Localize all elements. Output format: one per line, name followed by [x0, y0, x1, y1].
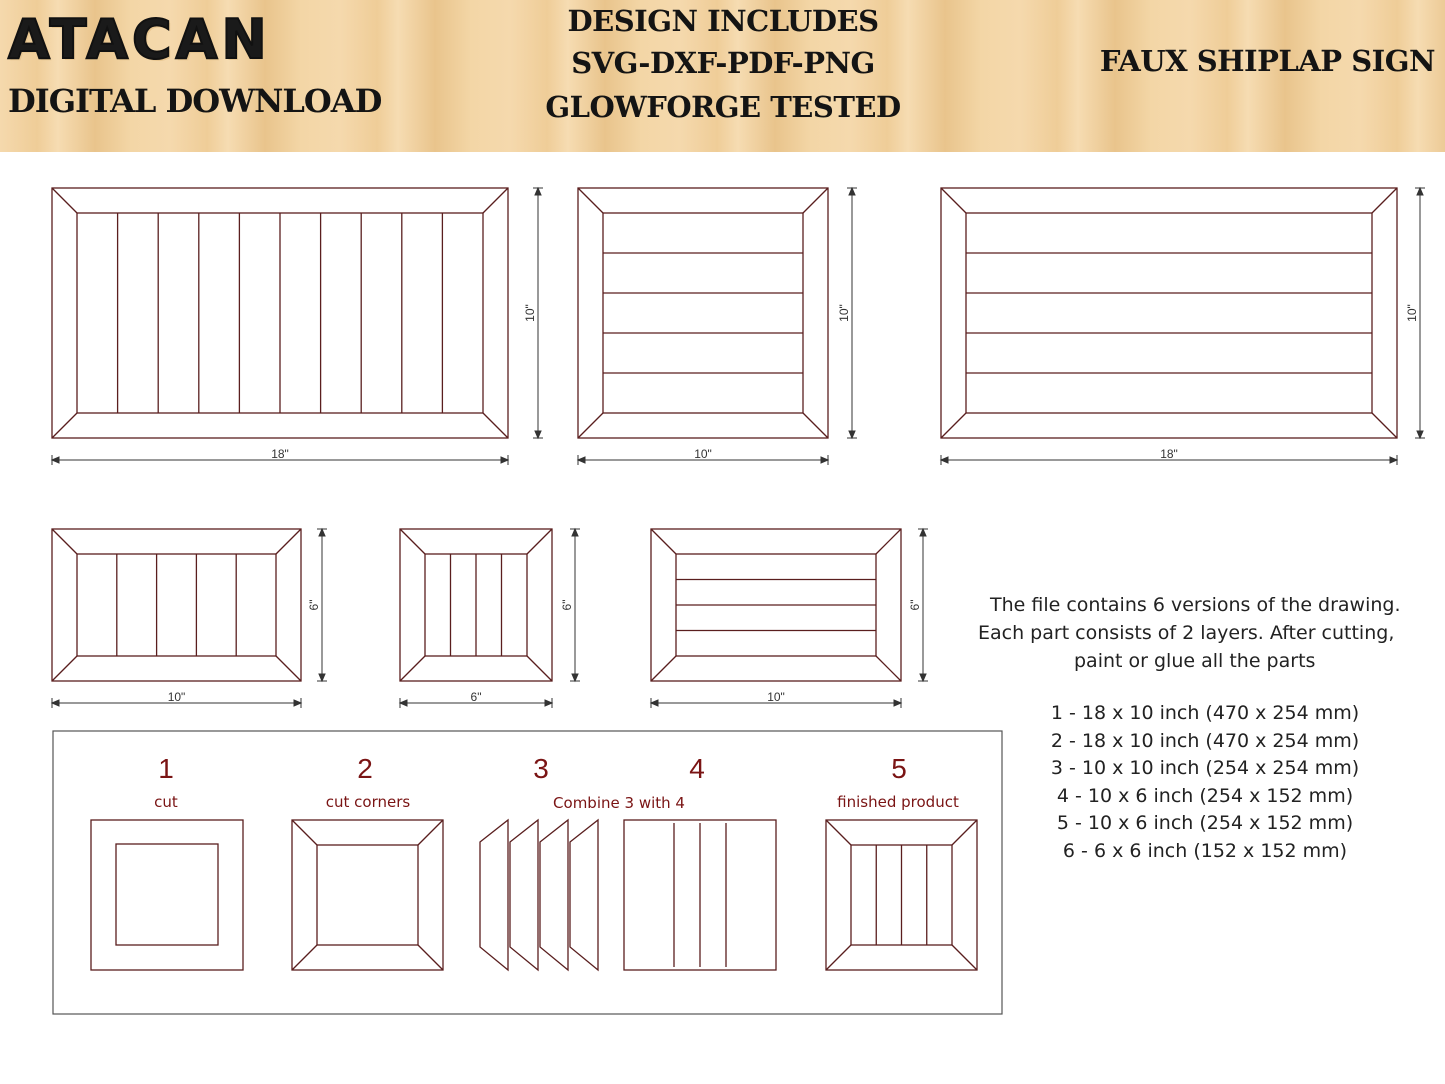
design-6 [651, 529, 901, 681]
step-5-number: 5 [891, 753, 907, 784]
design-1-miter-3 [52, 413, 77, 438]
design-3-width-dimension-label: 18" [1160, 447, 1178, 461]
file-formats-line: SVG-DXF-PDF-PNG [571, 46, 875, 80]
step-2-caption: cut corners [325, 793, 411, 811]
design-1-height-dimension-label: 10" [523, 304, 537, 322]
product-title: FAUX SHIPLAP SIGN [1099, 44, 1435, 78]
size-line-5: 5 - 10 x 6 inch (254 x 152 mm) [1056, 812, 1354, 834]
design-2-miter-3 [578, 413, 603, 438]
step-5-caption: finished product [837, 793, 959, 811]
design-2-height-dimension-label: 10" [837, 304, 851, 322]
step-5-finished-frame [826, 820, 977, 970]
step-5-finished-frame-miter-4 [952, 945, 977, 970]
design-3-height-dimension-label: 10" [1405, 304, 1419, 322]
design-3-miter-3 [941, 413, 966, 438]
assembly-steps-panel [53, 731, 1002, 1014]
design-1-miter-4 [483, 413, 508, 438]
design-3 [941, 188, 1397, 438]
design-6-miter-3 [651, 656, 676, 681]
design-4-inner [77, 554, 276, 656]
info-line-1: The file contains 6 versions of the drawing. [990, 594, 1401, 616]
design-1 [52, 188, 508, 438]
design-5-miter-1 [400, 529, 425, 554]
design-3-outer [941, 188, 1397, 438]
glowforge-tested-line: GLOWFORGE TESTED [545, 90, 901, 124]
step-2-mitered-frame-miter-3 [292, 945, 317, 970]
design-1-height-dimension [523, 188, 543, 438]
design-2-outer [578, 188, 828, 438]
step-3-frame-piece-2 [510, 820, 538, 970]
design-6-width-dimension-label: 10" [767, 690, 785, 704]
size-line-3: 3 - 10 x 10 inch (254 x 254 mm) [1050, 757, 1360, 779]
design-2-height-dimension [837, 188, 857, 438]
size-line-4: 4 - 10 x 6 inch (254 x 152 mm) [1056, 785, 1354, 807]
design-2-width-dimension-label: 10" [694, 447, 712, 461]
design-3-miter-2 [1372, 188, 1397, 213]
design-1-miter-2 [483, 188, 508, 213]
design-6-height-dimension-label: 6" [908, 599, 922, 611]
design-4-miter-2 [276, 529, 301, 554]
design-4-outer [52, 529, 301, 681]
step-3-frame-piece-1 [480, 820, 508, 970]
step-2-number: 2 [357, 753, 373, 784]
step-4-plank-panel [624, 820, 776, 970]
design-2-inner [603, 213, 803, 413]
design-5 [400, 529, 552, 681]
design-1-width-dimension [52, 447, 508, 465]
step-1-caption: cut [154, 793, 178, 811]
design-5-width-dimension-label: 6" [470, 690, 482, 704]
design-5-height-dimension [560, 529, 580, 681]
design-5-miter-2 [527, 529, 552, 554]
combine-caption: Combine 3 with 4 [553, 794, 685, 812]
step-2-mitered-frame [292, 820, 443, 970]
design-6-miter-4 [876, 656, 901, 681]
design-4-height-dimension-label: 6" [307, 599, 321, 611]
design-3-miter-1 [941, 188, 966, 213]
step-1-cut-frame [91, 820, 243, 970]
design-2 [578, 188, 828, 438]
step-1-number: 1 [158, 753, 174, 784]
size-line-2: 2 - 18 x 10 inch (470 x 254 mm) [1050, 730, 1360, 752]
step-2-mitered-frame-miter-2 [418, 820, 443, 845]
design-4-width-dimension [52, 690, 301, 708]
step-5-finished-frame-miter-2 [952, 820, 977, 845]
design-2-miter-4 [803, 413, 828, 438]
design-4 [52, 529, 301, 681]
size-line-1: 1 - 18 x 10 inch (470 x 254 mm) [1050, 702, 1360, 724]
design-includes-line: DESIGN INCLUDES [567, 4, 879, 38]
size-line-6: 6 - 6 x 6 inch (152 x 152 mm) [1062, 840, 1348, 862]
design-3-miter-4 [1372, 413, 1397, 438]
design-5-height-dimension-label: 6" [560, 599, 574, 611]
step-2-mitered-frame-miter-4 [418, 945, 443, 970]
design-6-width-dimension [651, 690, 901, 708]
info-line-3: paint or glue all the parts [1074, 650, 1316, 672]
step-5-finished-frame-miter-3 [826, 945, 851, 970]
step-4-number: 4 [689, 753, 705, 784]
design-3-height-dimension [1405, 188, 1425, 438]
design-5-miter-4 [527, 656, 552, 681]
step-3-frame-piece-4 [570, 820, 598, 970]
design-4-miter-4 [276, 656, 301, 681]
design-3-width-dimension [941, 447, 1397, 465]
step-3-piece-outline-3 [540, 820, 568, 970]
design-6-miter-2 [876, 529, 901, 554]
step-3-frame-piece-3 [540, 820, 568, 970]
brand-logo: ATACAN [8, 8, 271, 71]
step-1-outer [91, 820, 243, 970]
design-1-miter-1 [52, 188, 77, 213]
design-3-inner [966, 213, 1372, 413]
step-2-mitered-frame-miter-1 [292, 820, 317, 845]
design-5-width-dimension [400, 690, 552, 708]
design-6-height-dimension [908, 529, 928, 681]
design-4-width-dimension-label: 10" [167, 690, 186, 704]
design-1-width-dimension-label: 18" [271, 447, 289, 461]
step-3-number: 3 [533, 753, 549, 784]
step-2-mitered-frame-inner [317, 845, 418, 945]
step-3-piece-outline-2 [510, 820, 538, 970]
design-2-miter-2 [803, 188, 828, 213]
design-6-miter-1 [651, 529, 676, 554]
step-labels [154, 753, 959, 812]
design-4-miter-3 [52, 656, 77, 681]
step-3-piece-outline-4 [570, 820, 598, 970]
digital-download-label: DIGITAL DOWNLOAD [8, 82, 382, 120]
design-2-miter-1 [578, 188, 603, 213]
step-3-piece-outline-1 [480, 820, 508, 970]
info-line-2: Each part consists of 2 layers. After cutting, [978, 622, 1395, 644]
step-5-finished-frame-miter-1 [826, 820, 851, 845]
design-4-height-dimension [307, 529, 327, 681]
step-1-inner [116, 844, 218, 945]
design-2-width-dimension [578, 447, 828, 465]
design-5-miter-3 [400, 656, 425, 681]
assembly-steps [91, 820, 977, 970]
design-4-miter-1 [52, 529, 77, 554]
